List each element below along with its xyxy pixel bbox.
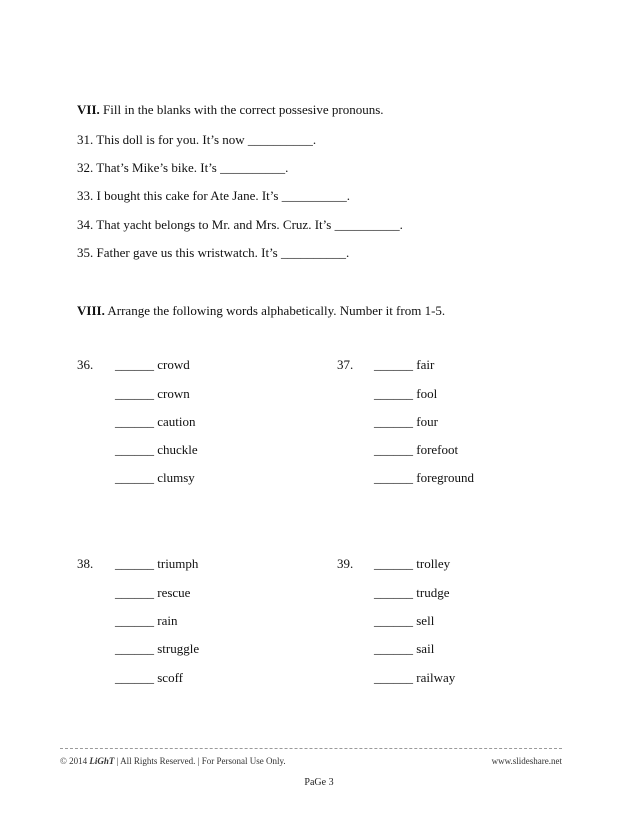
section-vii-heading [77,102,384,118]
group-39-word-2: ______ trudge [374,585,450,600]
group-38-word-5: ______ scoff [115,670,184,685]
section-viii-label: VIII. [77,303,105,318]
group-37-word-4: ______ forefoot [374,442,459,457]
group-37-number: 37. [337,357,354,372]
group-39-word-3: ______ sell [374,613,435,628]
page-number: PaGe 3 [304,777,334,788]
copyright-text: © 2014 [60,756,88,766]
question-31: 31. This doll is for you. It’s now __________. [77,132,317,147]
group-37-word-2: ______ fool [374,386,438,401]
question-32: 32. That’s Mike’s bike. It’s __________. [77,160,289,175]
question-34: 34. That yacht belongs to Mr. and Mrs. Cruz. It’s __________. [77,217,403,232]
group-36-word-4: ______ chuckle [115,442,198,457]
group-38-word-1: ______ triumph [115,556,199,571]
footer-copyright [60,755,286,767]
group-36-word-1: ______ crowd [115,357,190,372]
group-36-word-3: ______ caution [115,414,196,429]
group-38-number: 38. [77,556,94,571]
group-37-word-1: ______ fair [374,357,435,372]
group-38-word-2: ______ rescue [115,585,191,600]
group-39-number: 39. [337,556,354,571]
rights-text: | All Rights Reserved. | For Personal Use Only. [114,756,286,766]
footer-website: www.slideshare.net [491,756,562,766]
group-36-word-2: ______ crown [115,386,190,401]
group-39-word-1: ______ trolley [374,556,451,571]
question-35: 35. Father gave us this wristwatch. It’s __________. [77,245,350,260]
group-37-word-5: ______ foreground [374,470,475,485]
group-36-word-5: ______ clumsy [115,470,195,485]
group-37-word-3: ______ four [374,414,438,429]
section-vii-instruction: Fill in the blanks with the correct possesive pronouns. [103,102,384,117]
group-39-word-4: ______ sail [374,641,435,656]
section-viii-instruction: Arrange the following words alphabetically. Number it from 1-5. [107,303,446,318]
group-38-word-4: ______ struggle [115,641,200,656]
section-vii-label: VII. [77,102,100,117]
section-viii-heading [77,303,445,319]
group-39-word-5: ______ railway [374,670,456,685]
group-38-word-3: ______ rain [115,613,178,628]
brand-name: LiGhT [89,756,115,766]
question-33: 33. I bought this cake for Ate Jane. It’s __________. [77,188,350,203]
footer-divider [60,748,562,749]
group-36-number: 36. [77,357,94,372]
